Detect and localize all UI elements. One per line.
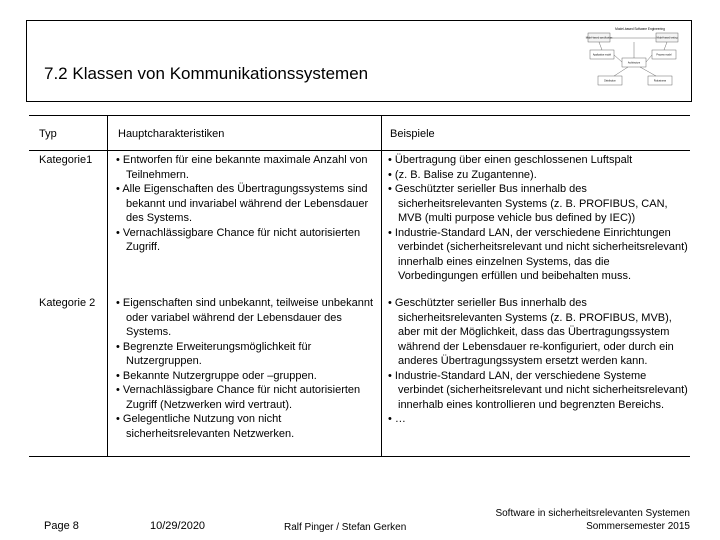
list-item: • Entworfen für eine bekannte maximale Anzahl von Teilnehmern.	[116, 153, 378, 182]
row2-typ: Kategorie 2	[39, 297, 96, 309]
list-item: • …	[388, 412, 692, 427]
list-item: • Geschützter serieller Bus innerhalb des sicherheitsrelevanten Systems (z. B. PROFIBUS, MVB), aber mit der Möglichkeit, dass das Übertragungssystem während der Lebensdauer re-konfiguriert, oder durch ein anderes Übertragungssystem ersetzt werden kann.	[388, 296, 692, 369]
list-item: • Alle Eigenschaften des Übertragungssystems sind bekannt und invariabel während der Lebensdauer des Systems.	[116, 182, 378, 226]
header-characteristics: Hauptcharakteristiken	[118, 128, 225, 140]
diagram-box-center: Architecture	[627, 62, 641, 65]
row1-examples	[388, 153, 692, 284]
list-item: • Eigenschaften sind unbekannt, teilweise unbekannt oder variabel während der Lebensdauer des Systems.	[116, 296, 378, 340]
table-col-divider-2	[381, 115, 382, 456]
footer-date: 10/29/2020	[150, 520, 206, 532]
header-typ: Typ	[39, 128, 57, 140]
list-item: • Übertragung über einen geschlossenen Luftspalt	[388, 153, 692, 168]
row1-typ: Kategorie1	[39, 154, 93, 166]
row2-examples	[388, 296, 692, 427]
table-rule-header	[29, 150, 690, 151]
list-item: • Industrie-Standard LAN, der verschiedene Systeme verbindet (sicherheitsrelevant und nicht sicherheitsrelevant) innerhalb eines kontrollieren und begrenzten Bereichs.	[388, 369, 692, 413]
footer-page: Page 8	[44, 520, 79, 532]
list-item: • Bekannte Nutzergruppe oder –gruppen.	[116, 369, 378, 384]
diagram-box-tl: Model-based specification	[585, 37, 613, 40]
list-item: • Geschützter serieller Bus innerhalb des sicherheitsrelevanten Systems (z. B. PROFIBUS, CAN, MVB (multi purpose vehicle bus defined by IEC))	[388, 182, 692, 226]
list-item: • Industrie-Standard LAN, der verschiedene Einrichtungen verbindet (sicherheitsrelevant und nicht sicherheitsrelevant) innerhalb eines einzelnen Systems, das die Vorbedingungen erfüllen und beibehalten muss.	[388, 226, 692, 284]
diagram-top-label: Model-based Software Engineering	[615, 27, 665, 31]
list-item: • Gelegentliche Nutzung von nicht sicherheitsrelevanten Netzwerken.	[116, 412, 378, 441]
diagram-box-br: Robustness	[653, 80, 667, 83]
row2-characteristics	[116, 296, 378, 441]
diagram-box-ml: Application model	[592, 54, 612, 57]
list-item: • Begrenzte Erweiterungsmöglichkeit für Nutzergruppen.	[116, 340, 378, 369]
list-item: • Vernachlässigbare Chance für nicht autorisierten Zugriff (Netzwerken wird vertraut).	[116, 383, 378, 412]
row1-characteristics	[116, 153, 378, 255]
architecture-diagram-icon	[582, 22, 688, 98]
table-rule-top	[29, 115, 690, 116]
list-item: • (z. B. Balise zu Zugantenne).	[388, 168, 692, 183]
header-examples: Beispiele	[390, 128, 435, 140]
footer-authors: Ralf Pinger / Stefan Gerken	[284, 522, 407, 533]
diagram-box-mr: Process model	[656, 54, 672, 57]
footer-course-line2: Sommersemester 2015	[586, 521, 690, 532]
list-item: • Vernachlässigbare Chance für nicht autorisierten Zugriff.	[116, 226, 378, 255]
diagram-box-tr: Model-based testing	[656, 37, 678, 40]
diagram-box-bl: Distribution	[604, 80, 616, 83]
slide-title: 7.2 Klassen von Kommunikationssystemen	[44, 64, 369, 83]
table-col-divider-1	[107, 115, 108, 456]
footer-course-line1: Software in sicherheitsrelevanten Systemen	[495, 508, 690, 519]
table-rule-bottom	[29, 456, 690, 457]
